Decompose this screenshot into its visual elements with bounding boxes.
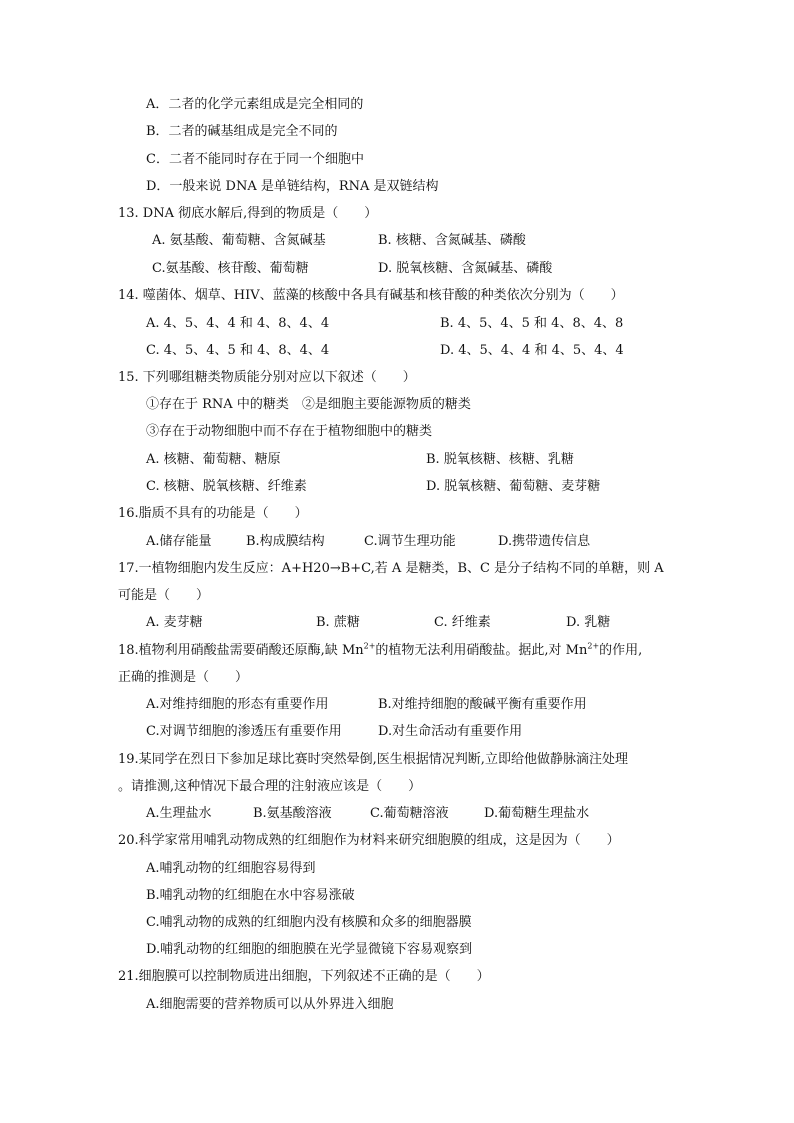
- q17-option-d: D. 乳糖: [566, 615, 611, 630]
- superscript-charge: 2+: [363, 641, 376, 651]
- q21-option-a: A.细胞需要的营养物质可以从外界进入细胞: [146, 997, 394, 1012]
- q14-option-c: C. 4、5、4、5 和 4、8、4、4: [146, 343, 330, 358]
- q15-option-b: B. 脱氧核糖、核糖、乳糖: [426, 452, 574, 467]
- q18-option-d: D.对生命活动有重要作用: [378, 724, 523, 739]
- q14-stem: 14. 噬菌体、烟草、HIV、蓝藻的核酸中各具有碱基和核苷酸的种类依次分别为（ ）: [118, 288, 624, 303]
- q18-option-c: C.对调节细胞的渗透压有重要作用: [146, 724, 342, 739]
- q20-option-b: B.哺乳动物的红细胞在水中容易涨破: [146, 888, 355, 903]
- q16-option-c: C.调节生理功能: [364, 534, 456, 549]
- q15-stem: 15. 下列哪组糖类物质能分别对应以下叙述（ ）: [118, 370, 416, 385]
- q17-option-a: A. 麦芽糖: [146, 615, 203, 630]
- q12-option-d: D．一般来说 DNA 是单链结构，RNA 是双链结构: [146, 179, 439, 194]
- q20-option-c: C.哺乳动物的成熟的红细胞内没有核膜和众多的细胞器膜: [146, 915, 472, 930]
- q12-option-c: C．二者不能同时存在于同一个细胞中: [146, 152, 364, 167]
- q14-option-b: B. 4、5、4、5 和 4、8、4、8: [440, 316, 624, 331]
- q19-option-c: C.葡萄糖溶液: [370, 806, 449, 821]
- q17-stem-line2: 可能是（ ）: [118, 588, 210, 603]
- q13-stem: 13. DNA 彻底水解后,得到的物质是（ ）: [118, 206, 378, 221]
- q19-option-d: D.葡萄糖生理盐水: [484, 806, 590, 821]
- q19-stem-line1: 19.某同学在烈日下参加足球比赛时突然晕倒,医生根据情况判断,立即给他做静脉滴注处理: [118, 752, 628, 767]
- q18-stem-line2: 正确的推测是（ ）: [118, 670, 249, 685]
- q18-option-a: A.对维持细胞的形态有重要作用: [146, 697, 329, 712]
- q20-option-d: D.哺乳动物的红细胞的细胞膜在光学显微镜下容易观察到: [146, 942, 473, 957]
- q14-option-a: A. 4、5、4、4 和 4、8、4、4: [146, 316, 330, 331]
- q15-option-a: A. 核糖、葡萄糖、糖原: [146, 452, 281, 467]
- q16-option-d: D.携带遗传信息: [498, 534, 591, 549]
- q15-option-c: C. 核糖、脱氧核糖、纤维素: [146, 479, 307, 494]
- q16-option-a: A.储存能量: [146, 534, 212, 549]
- q20-stem: 20.科学家常用哺乳动物成熟的红细胞作为材料来研究细胞膜的组成，这是因为（ ）: [118, 833, 620, 848]
- q16-option-b: B.构成膜结构: [246, 534, 325, 549]
- q13-option-b: B. 核糖、含氮碱基、磷酸: [378, 233, 526, 248]
- q14-option-d: D. 4、5、4、4 和 4、5、4、4: [440, 343, 624, 358]
- q17-stem-line1: 17.一植物细胞内发生反应：A+H20→B+C,若 A 是糖类，B、C 是分子结构不同的单糖，则 A: [118, 561, 664, 576]
- q15-option-d: D. 脱氧核糖、葡萄糖、麦芽糖: [426, 479, 601, 494]
- q15-statement-3: ③存在于动物细胞中而不存在于植物细胞中的糖类: [146, 424, 433, 439]
- q20-option-a: A.哺乳动物的红细胞容易得到: [146, 861, 316, 876]
- q16-stem: 16.脂质不具有的功能是（ ）: [118, 506, 308, 521]
- q17-option-b: B. 蔗糖: [316, 615, 360, 630]
- q12-option-a: A．二者的化学元素组成是完全相同的: [146, 97, 364, 112]
- q19-option-a: A.生理盐水: [146, 806, 212, 821]
- q17-option-c: C. 纤维素: [434, 615, 491, 630]
- q13-option-a: A. 氨基酸、葡萄糖、含氮碱基: [152, 233, 326, 248]
- q19-option-b: B.氨基酸溶液: [253, 806, 332, 821]
- q19-stem-line2: 。请推测,这种情况下最合理的注射液应该是（ ）: [118, 779, 422, 794]
- q18-stem-line1: 18.植物利用硝酸盐需要硝酸还原酶,缺 $Mn^{2+}$的植物无法利用硝酸盐。据此,对 $Mn^{2+}$的作用,: [118, 641, 643, 658]
- superscript-charge: 2+: [587, 641, 600, 651]
- q12-option-b: B．二者的碱基组成是完全不同的: [146, 124, 338, 139]
- q21-stem: 21.细胞膜可以控制物质进出细胞，下列叙述不正确的是（ ）: [118, 969, 490, 984]
- q18-option-b: B.对维持细胞的酸碱平衡有重要作用: [378, 697, 587, 712]
- q13-option-d: D. 脱氧核糖、含氮碱基、磷酸: [378, 261, 553, 276]
- q15-statement-1-2: ①存在于 RNA 中的糖类 ②是细胞主要能源物质的糖类: [146, 397, 471, 412]
- q13-option-c: C.氨基酸、核苷酸、葡萄糖: [152, 261, 309, 276]
